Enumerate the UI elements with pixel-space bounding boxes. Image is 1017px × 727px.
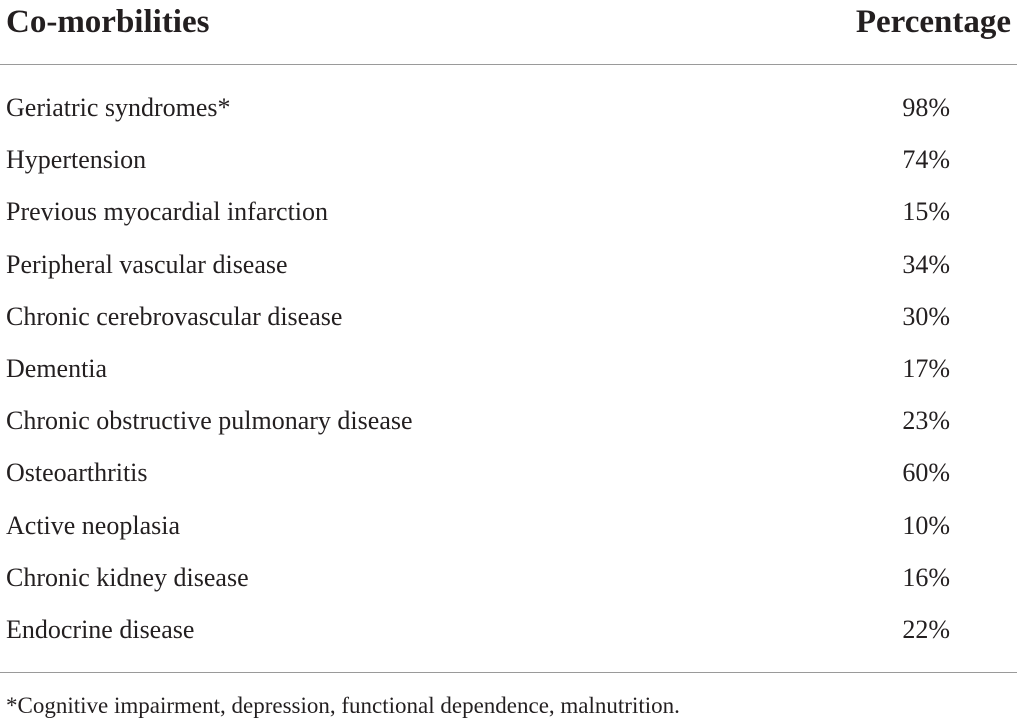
- comorbidity-label: Chronic kidney disease: [6, 562, 249, 592]
- table-footnote: *Cognitive impairment, depression, functional dependence, malnutrition.: [6, 693, 680, 718]
- comorbidity-label: Previous myocardial infarction: [6, 197, 329, 227]
- table-body: [0, 83, 1017, 657]
- percentage-value: 10%: [902, 510, 950, 540]
- table-row: [0, 135, 1017, 187]
- column-header-comorbidities: Co-morbilities: [6, 4, 210, 40]
- table-row: [0, 240, 1017, 292]
- percentage-value: 74%: [902, 145, 950, 175]
- table-bottom-divider: [0, 672, 1017, 673]
- percentage-value: 60%: [902, 458, 950, 488]
- comorbidity-label: Chronic cerebrovascular disease: [6, 301, 343, 331]
- comorbidity-label: Geriatric syndromes*: [6, 93, 231, 122]
- table-row: [0, 501, 1017, 553]
- header-divider: [0, 64, 1017, 65]
- table-row: [0, 292, 1017, 344]
- comorbidity-label: Hypertension: [6, 145, 147, 175]
- comorbidity-label: Osteoarthritis: [6, 458, 148, 488]
- table-row: [0, 344, 1017, 396]
- table-row: [0, 605, 1017, 657]
- percentage-value: 30%: [902, 301, 950, 331]
- percentage-value: 15%: [902, 197, 950, 227]
- table-header-row: [0, 0, 1017, 44]
- table-row: [0, 396, 1017, 448]
- table-row: [0, 187, 1017, 239]
- table-row: [0, 448, 1017, 500]
- percentage-value: 23%: [902, 406, 950, 436]
- comorbidity-label: Peripheral vascular disease: [6, 249, 288, 279]
- comorbidity-label: Endocrine disease: [6, 614, 195, 644]
- column-header-percentage: Percentage: [855, 4, 1011, 40]
- percentage-value: 17%: [902, 353, 950, 383]
- percentage-value: 98%: [902, 93, 950, 122]
- percentage-value: 16%: [902, 562, 950, 592]
- comorbidity-label: Chronic obstructive pulmonary disease: [6, 406, 413, 436]
- table-row: [0, 83, 1017, 135]
- percentage-value: 34%: [902, 249, 950, 279]
- percentage-value: 22%: [902, 614, 950, 644]
- comorbidity-label: Dementia: [6, 353, 108, 383]
- comorbidity-label: Active neoplasia: [6, 510, 180, 540]
- table-row: [0, 553, 1017, 605]
